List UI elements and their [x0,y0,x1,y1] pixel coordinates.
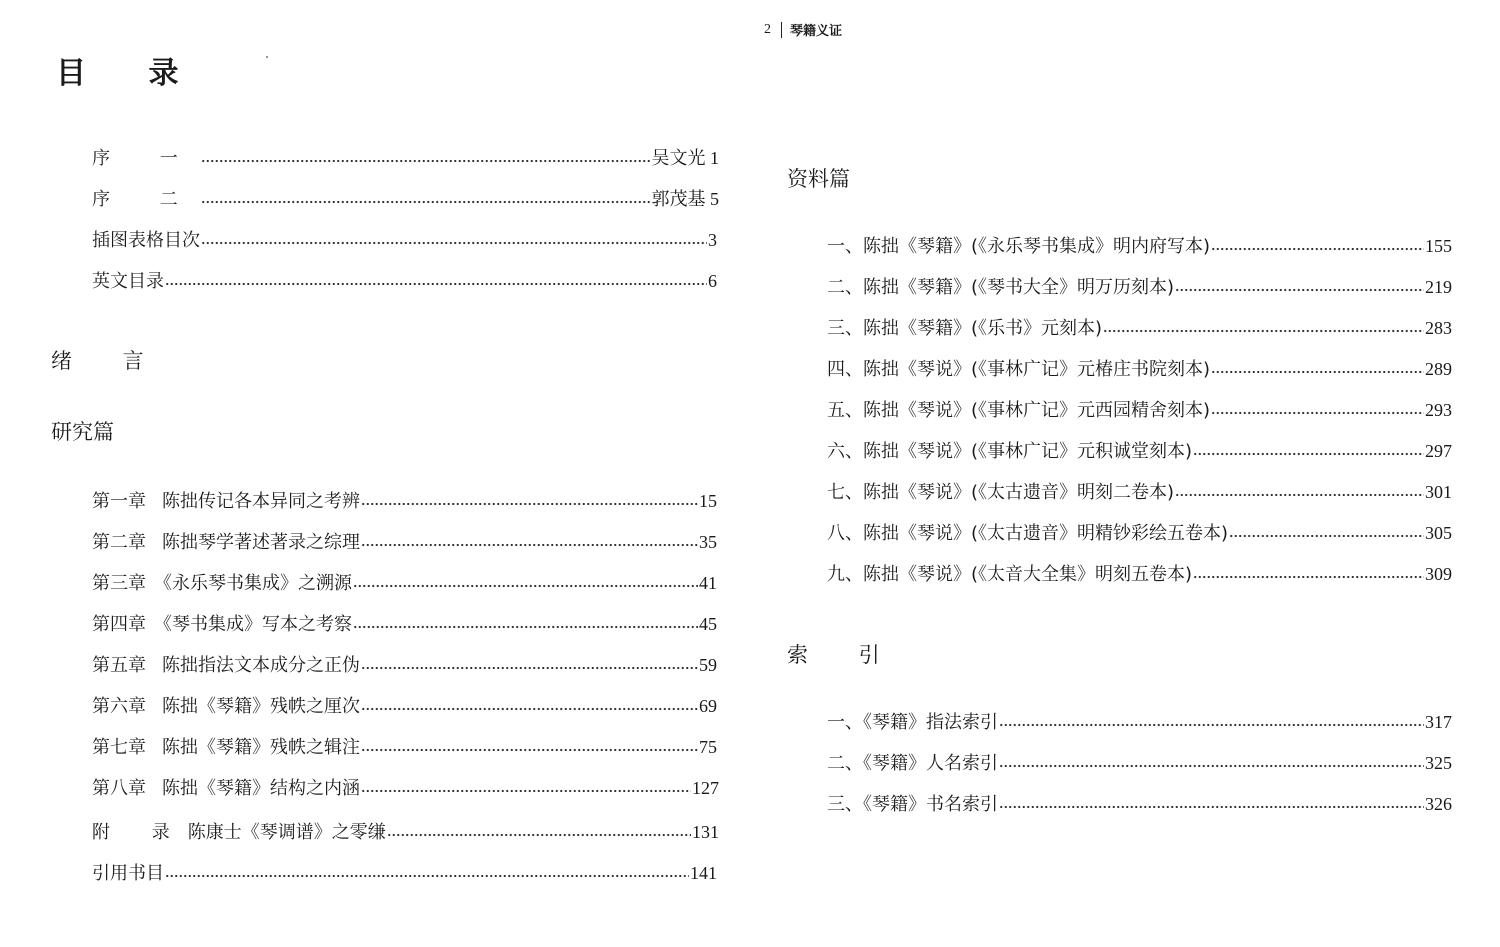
dot-leader [165,269,707,293]
dot-leader [1175,480,1424,504]
toc-entry-page: 326 [1425,794,1452,814]
dot-leader [999,792,1424,816]
toc-entry-page: 289 [1425,359,1452,379]
dot-leader [1211,234,1424,258]
dot-leader [1229,521,1424,545]
toc-entry-label: 一、陈拙《琴籍》(《永乐琴书集成》明内府写本) [827,236,1211,257]
dot-leader [1175,275,1424,299]
toc-entry-page: 69 [699,696,717,716]
toc-entry-material-4[interactable] [827,357,1452,381]
toc-entry-chapter-5[interactable] [92,653,717,677]
page-title: 目 录 [56,56,205,91]
dot-leader [201,146,651,170]
toc-entry-page: 35 [699,532,717,552]
toc-entry-label: 引用书目 [92,863,164,884]
toc-entry-label: 陈拙《琴籍》残帙之辑注 [162,737,360,758]
dot-leader [999,710,1424,734]
toc-entry-page: 15 [699,491,717,511]
dot-leader [353,612,698,636]
toc-entry-preface-2[interactable] [92,187,719,211]
toc-entry-chapter-4[interactable] [92,612,717,636]
toc-entry-illustrations[interactable] [92,228,717,252]
toc-entry-label: 三、陈拙《琴籍》(《乐书》元刻本) [827,318,1103,339]
dot-leader [361,530,698,554]
toc-entry-label: 陈拙琴学著述著录之综理 [162,532,360,553]
section-heading-index[interactable]: 索 引 [787,643,902,667]
toc-entry-page: 305 [1425,523,1452,543]
toc-entry-chapter: 第一章 [92,491,146,512]
toc-entry-label: 《永乐琴书集成》之溯源 [154,573,352,594]
toc-entry-page: 325 [1425,753,1452,773]
toc-entry-page: 155 [1425,236,1452,256]
toc-entry-material-6[interactable] [827,439,1452,463]
toc-entry-label: 英文目录 [92,271,164,292]
toc-entry-page: 3 [708,230,717,250]
dot-leader [201,187,651,211]
toc-entry-label: 陈拙《琴籍》结构之内涵 [162,778,360,799]
toc-entry-label: 一、《琴籍》指法索引 [827,712,998,733]
toc-entry-material-5[interactable] [827,398,1452,422]
toc-entry-label: 九、陈拙《琴说》(《太音大全集》明刻五卷本) [827,564,1193,585]
section-heading-research[interactable]: 研究篇 [51,420,114,444]
toc-entry-chapter: 第八章 [92,778,146,799]
toc-entry-label: 序 一 [92,148,200,169]
dot-leader [353,571,698,595]
dot-leader [1211,357,1424,381]
toc-entry-page: 309 [1425,564,1452,584]
toc-entry-page: 75 [699,737,717,757]
toc-entry-label: 五、陈拙《琴说》(《事林广记》元西园精舍刻本) [827,400,1211,421]
dot-leader [361,735,698,759]
toc-entry-page: 6 [708,271,717,291]
toc-entry-appendix[interactable] [92,820,719,844]
toc-entry-index-3[interactable] [827,792,1452,816]
toc-entry-chapter: 第二章 [92,532,146,553]
toc-entry-page: 59 [699,655,717,675]
dot-leader [1103,316,1424,340]
toc-entry-label: 陈拙指法文本成分之正伪 [162,655,360,676]
toc-entry-index-2[interactable] [827,751,1452,775]
toc-entry-label: 序 二 [92,189,200,210]
toc-entry-page: 283 [1425,318,1452,338]
toc-entry-english-contents[interactable] [92,269,717,293]
toc-entry-label: 八、陈拙《琴说》(《太古遗音》明精钞彩绘五卷本) [827,523,1229,544]
toc-entry-label: 四、陈拙《琴说》(《事林广记》元椿庄书院刻本) [827,359,1211,380]
toc-entry-page: 301 [1425,482,1452,502]
dot-leader [999,751,1424,775]
toc-entry-label: 插图表格目次 [92,230,200,251]
toc-entry-chapter: 第三章 [92,573,146,594]
toc-entry-page: 吴文光 1 [651,148,719,168]
running-head-book-title: 琴籍义证 [790,24,843,39]
dot-leader [201,228,707,252]
toc-entry-page: 141 [690,863,717,883]
toc-entry-label: 陈康士《琴调谱》之零缣 [187,822,386,843]
dot-leader [387,820,691,844]
toc-entry-label: 陈拙传记各本异同之考辨 [162,491,360,512]
right-page [750,0,1500,947]
toc-entry-label: 陈拙《琴籍》残帙之厘次 [162,696,360,717]
dot-leader [1193,562,1424,586]
dot-leader [165,861,689,885]
toc-entry-chapter-1[interactable] [92,489,717,513]
print-speck [266,56,268,58]
toc-entry-label: 《琴书集成》写本之考察 [154,614,352,635]
toc-entry-page: 131 [692,822,719,842]
toc-entry-chapter: 第五章 [92,655,146,676]
toc-entry-material-1[interactable] [827,234,1452,258]
toc-entry-chapter-6[interactable] [92,694,717,718]
toc-entry-chapter-3[interactable] [92,571,717,595]
toc-entry-label: 二、陈拙《琴籍》(《琴书大全》明万历刻本) [827,277,1175,298]
dot-leader [1211,398,1424,422]
toc-entry-preface-1[interactable] [92,146,719,170]
toc-entry-page: 219 [1425,277,1452,297]
toc-entry-material-7[interactable] [827,480,1452,504]
toc-entry-chapter-8[interactable] [92,776,719,800]
dot-leader [361,489,698,513]
toc-entry-page: 297 [1425,441,1452,461]
toc-entry-material-3[interactable] [827,316,1452,340]
toc-entry-label: 三、《琴籍》书名索引 [827,794,998,815]
dot-leader [361,694,698,718]
toc-entry-chapter: 第六章 [92,696,146,717]
toc-entry-material-8[interactable] [827,521,1452,545]
toc-entry-chapter: 第七章 [92,737,146,758]
toc-entry-page: 127 [692,778,719,798]
toc-entry-page: 293 [1425,400,1452,420]
toc-entry-material-2[interactable] [827,275,1452,299]
toc-entry-page: 41 [699,573,717,593]
toc-entry-chapter: 第四章 [92,614,146,635]
section-heading-introduction[interactable]: 绪 言 [51,349,166,373]
toc-entry-label: 六、陈拙《琴说》(《事林广记》元积诚堂刻本) [827,441,1193,462]
toc-entry-chapter-7[interactable] [92,735,717,759]
toc-entry-bibliography[interactable] [92,861,717,885]
toc-entry-page: 郭茂基 5 [651,189,719,209]
toc-entry-page: 45 [699,614,717,634]
dot-leader [361,776,691,800]
dot-leader [361,653,698,677]
dot-leader [1193,439,1424,463]
toc-entry-index-1[interactable] [827,710,1452,734]
toc-entry-chapter-2[interactable] [92,530,717,554]
toc-entry-chapter: 附 录 [92,822,188,843]
toc-entry-material-9[interactable] [827,562,1452,586]
toc-entry-page: 317 [1425,712,1452,732]
section-heading-materials[interactable]: 资料篇 [787,167,850,191]
toc-entry-label: 二、《琴籍》人名索引 [827,753,998,774]
toc-entry-label: 七、陈拙《琴说》(《太古遗音》明刻二卷本) [827,482,1175,503]
running-head-page-number: 2 [764,21,771,37]
